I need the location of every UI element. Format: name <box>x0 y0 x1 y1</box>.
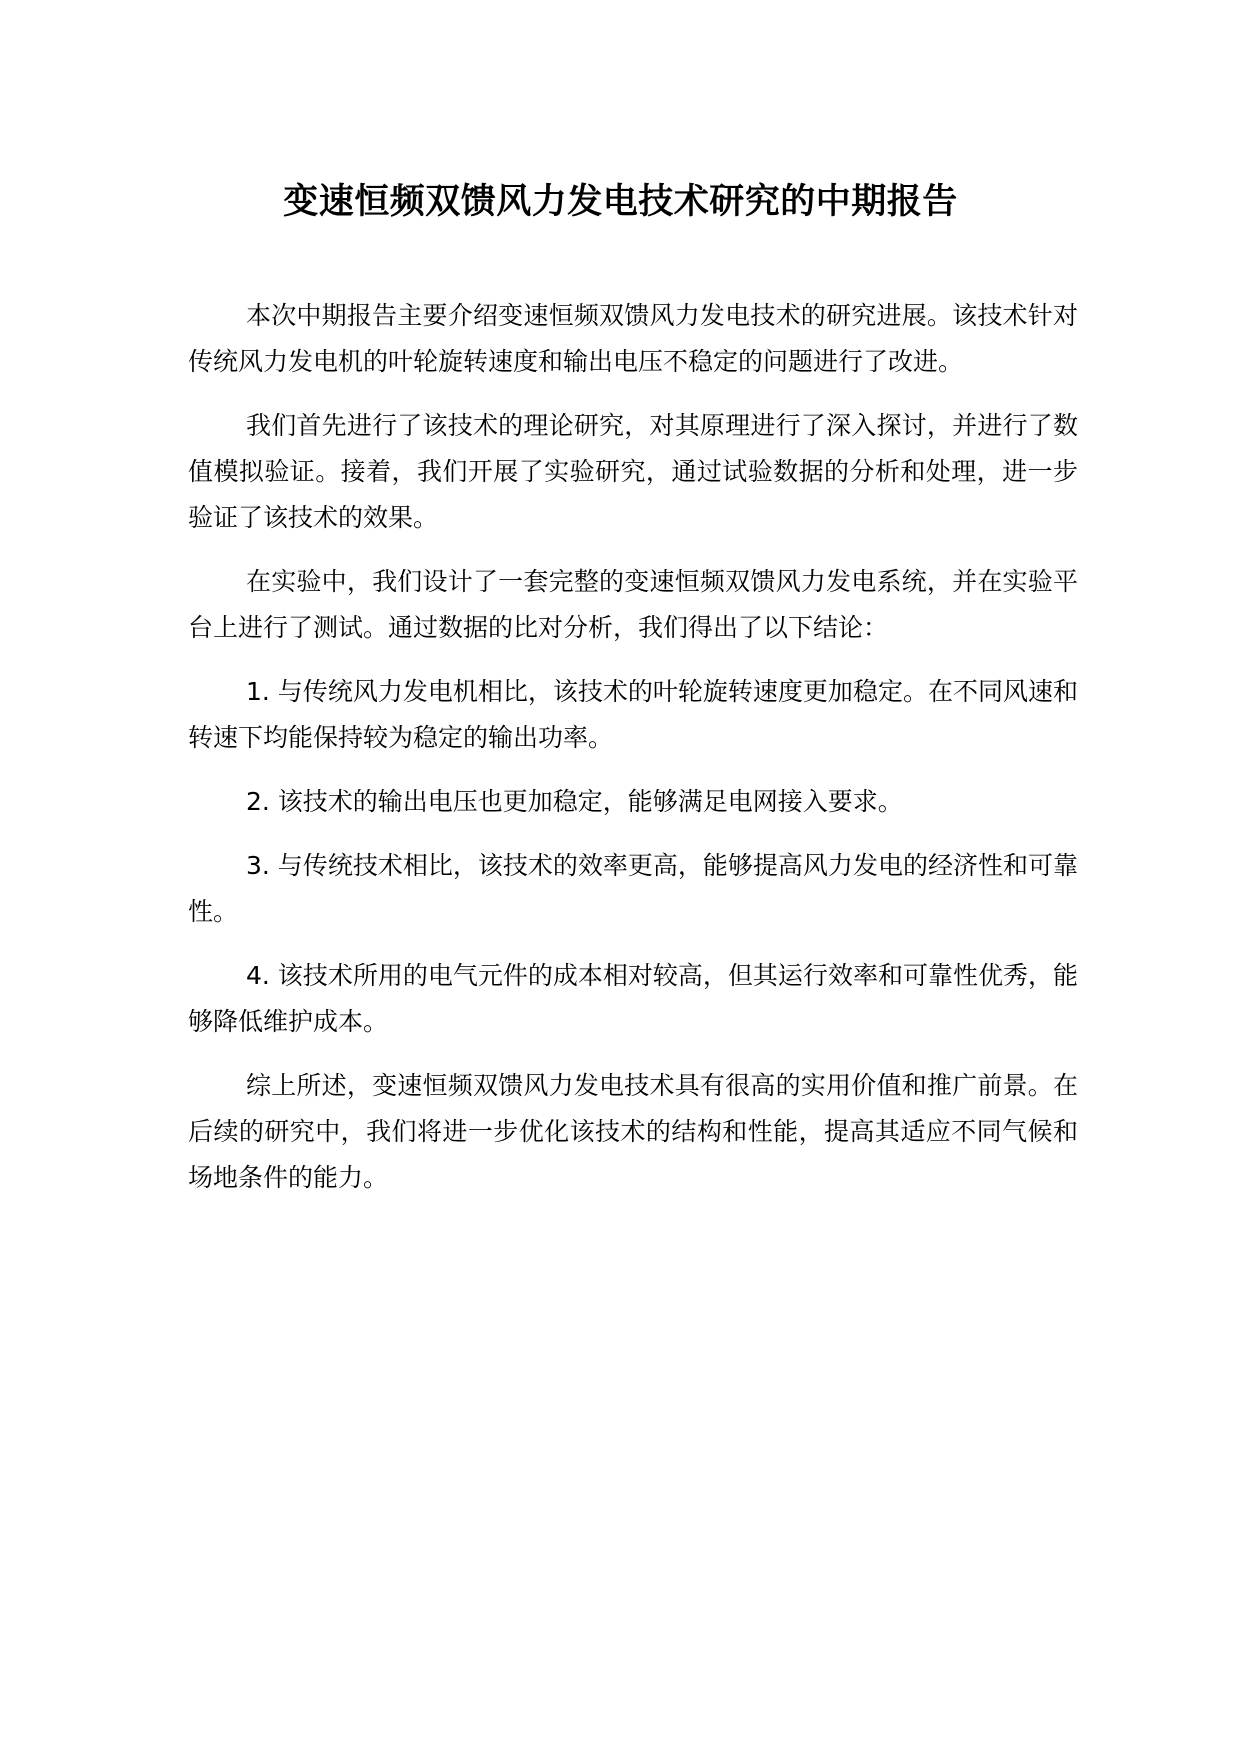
paragraph-intro: 本次中期报告主要介绍变速恒频双馈风力发电技术的研究进展。该技术针对传统风力发电机的叶轮旋转速度和输出电压不稳定的问题进行了改进。 <box>188 301 1078 376</box>
conclusion-item-4: 4. 该技术所用的电气元件的成本相对较高，但其运行效率和可靠性优秀，能够降低维护成本。 <box>188 961 1078 1036</box>
conclusion-item-3: 3. 与传统技术相比，该技术的效率更高，能够提高风力发电的经济性和可靠性。 <box>188 851 1078 926</box>
conclusion-item-1: 1. 与传统风力发电机相比，该技术的叶轮旋转速度更加稳定。在不同风速和转速下均能保持较为稳定的输出功率。 <box>188 677 1078 752</box>
conclusion-item-2: 2. 该技术的输出电压也更加稳定，能够满足电网接入要求。 <box>246 787 903 816</box>
paragraph-research: 我们首先进行了该技术的理论研究，对其原理进行了深入探讨，并进行了数值模拟验证。接着，我们开展了实验研究，通过试验数据的分析和处理，进一步验证了该技术的效果。 <box>188 411 1078 532</box>
paragraph-experiment: 在实验中，我们设计了一套完整的变速恒频双馈风力发电系统，并在实验平台上进行了测试。通过数据的比对分析，我们得出了以下结论： <box>188 567 1078 642</box>
document-title: 变速恒频双馈风力发电技术研究的中期报告 <box>283 182 958 222</box>
document-body <box>188 293 1078 1219</box>
paragraph-summary: 综上所述，变速恒频双馈风力发电技术具有很高的实用价值和推广前景。在后续的研究中，我们将进一步优化该技术的结构和性能，提高其适应不同气候和场地条件的能力。 <box>188 1071 1078 1192</box>
